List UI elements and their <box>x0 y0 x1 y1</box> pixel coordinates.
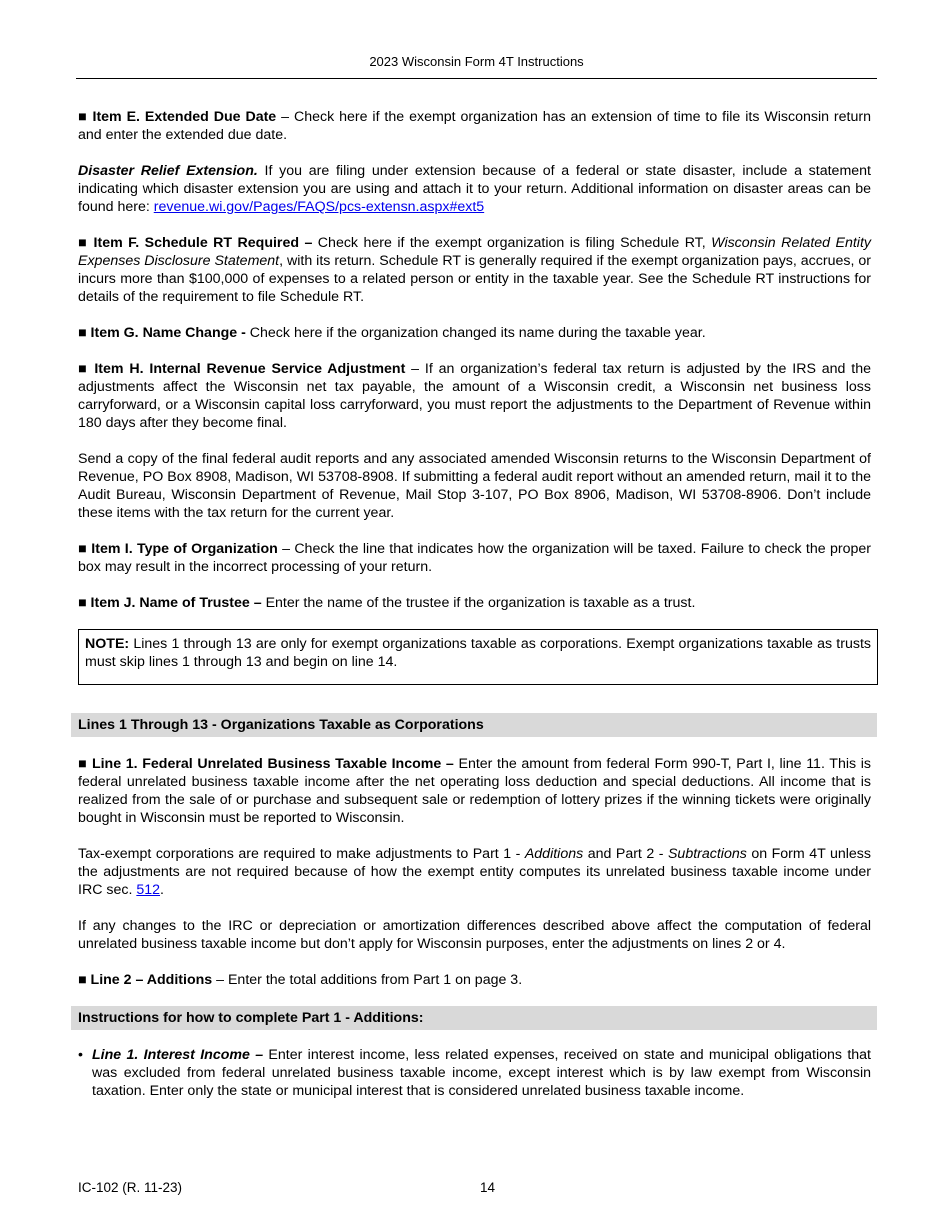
audit-paragraph: Send a copy of the final federal audit reports and any associated amended Wisconsin returns to the Wisconsin Department of Revenue, PO Box 8908, Madison, WI 53708-8908. If submitting a federal audit report without an amended return, mail it to the Audit Bureau, Wisconsin Department of Revenue, Mail Stop 3-107, PO Box 8906, Madison, WI 53708-8906. Don’t include these items with the tax return for the current year. <box>78 451 871 521</box>
list-item <box>78 1046 871 1100</box>
form-id: IC-102 (R. 11-23) <box>78 1180 183 1195</box>
note-box <box>78 629 878 685</box>
interest-income-heading: Line 1. Interest Income – <box>92 1047 264 1063</box>
item-g-text: Check here if the organization changed its name during the taxable year. <box>245 325 706 341</box>
item-f-text-a: Check here if the exempt organization is filing Schedule RT, <box>312 235 712 251</box>
bullet-icon: ■ <box>78 972 87 988</box>
disaster-heading: Disaster Relief Extension. <box>78 163 258 179</box>
item-g-heading: Item G. Name Change - <box>90 325 246 341</box>
item-h-text: – If an organization’s federal tax return is adjusted by the IRS and the adjustments affect the Wisconsin net tax payable, the amount of a Wisconsin credit, a Wisconsin net business loss carryforward, or a Wisconsin capital loss carryforward, you must report the adjustments to the Department of Revenue within 180 days after they become final. <box>78 361 871 431</box>
page-content <box>78 108 871 1100</box>
irc-512-link[interactable]: 512 <box>136 882 161 898</box>
item-e-heading: Item E. Extended Due Date <box>92 109 277 125</box>
item-e-text: – Check here if the exempt organization has an extension of time to file its Wisconsin return and enter the extended due date. <box>78 109 871 143</box>
page-header <box>76 54 877 79</box>
bullet-icon: ■ <box>78 109 88 125</box>
disaster-link[interactable]: revenue.wi.gov/Pages/FAQS/pcs-extensn.aspx#ext5 <box>153 199 485 215</box>
bullet-icon: ■ <box>78 541 87 557</box>
line-1-heading: Line 1. Federal Unrelated Business Taxable Income – <box>91 756 454 772</box>
section-heading-part-1-additions: Instructions for how to complete Part 1 - Additions: <box>71 1006 877 1030</box>
item-j-text: Enter the name of the trustee if the organization is taxable as a trust. <box>261 595 696 611</box>
line-2-paragraph <box>78 971 871 989</box>
bullet-icon: ■ <box>78 595 87 611</box>
disaster-paragraph <box>78 162 871 216</box>
item-i-text: – Check the line that indicates how the organization will be taxed. Failure to check the proper box may result in the incorrect processing of your return. <box>78 541 871 575</box>
line-1-paragraph <box>78 755 871 827</box>
item-j-paragraph <box>78 594 871 612</box>
bullet-icon: ■ <box>78 325 87 341</box>
bullet-icon: ■ <box>78 756 88 772</box>
item-h-paragraph <box>78 360 871 432</box>
item-h-heading: Item H. Internal Revenue Service Adjustment <box>94 361 406 377</box>
additions-list <box>78 1046 871 1100</box>
note-text: Lines 1 through 13 are only for exempt organizations taxable as corporations. Exempt organizations taxable as trusts must skip lines 1 through 13 and begin on line 14. <box>85 636 871 670</box>
line-2-text: – Enter the total additions from Part 1 on page 3. <box>212 972 523 988</box>
item-i-heading: Item I. Type of Organization <box>91 541 278 557</box>
header-title: 2023 Wisconsin Form 4T Instructions <box>369 54 584 69</box>
item-i-paragraph <box>78 540 871 576</box>
line-1-text: Enter the amount from federal Form 990-T, Part I, line 11. This is federal unrelated business taxable income after the net operating loss deduction and special deductions. All income that is realized from the sale of or purchase and subsequent sale or redemption of lottery prizes if the winning tickets were originally bought in Wisconsin must be reported to Wisconsin. <box>78 756 871 826</box>
irc-changes-paragraph: If any changes to the IRC or depreciation or amortization differences described above affect the computation of federal unrelated business taxable income but don’t apply for Wisconsin purposes, enter the adjustments on lines 2 or 4. <box>78 918 871 952</box>
disaster-text: If you are filing under extension because of a federal or state disaster, include a statement indicating which disaster extension you are using and attach it to your return. Additional information on disaster areas can be found here: <box>78 163 871 215</box>
line-2-heading: Line 2 – Additions <box>90 972 213 988</box>
note-label: NOTE: <box>85 636 130 652</box>
bullet-icon: ■ <box>78 361 89 377</box>
tax-exempt-paragraph: Tax-exempt corporations are required to make adjustments to Part 1 - Additions and Part 2 - Subtractions on Form 4T unless the adjustments are not required because of how the exempt entity computes its unrelated business taxable income under IRC sec. 512. <box>78 846 871 898</box>
item-f-paragraph <box>78 234 871 306</box>
item-f-text-b: , with its return. Schedule RT is generally required if the exempt organization pays, accrues, or incurs more than $100,000 of expenses to a related person or entity in the taxable year. See the Schedule RT instructions for details of the requirement to file Schedule RT. <box>78 253 871 305</box>
interest-income-text: Enter interest income, less related expenses, received on state and municipal obligations that was excluded from federal unrelated business taxable income, except interest which is by law exempt from Wisconsin taxation. Enter only the state or municipal interest that is considered unrelated business taxable income. <box>92 1047 871 1099</box>
page-number: 14 <box>480 1180 496 1195</box>
item-f-heading: Item F. Schedule RT Required – <box>93 235 313 251</box>
item-f-italic: Wisconsin Related Entity Expenses Disclosure Statement <box>78 235 871 269</box>
section-heading-lines-1-13: Lines 1 Through 13 - Organizations Taxable as Corporations <box>71 713 877 737</box>
bullet-icon: ■ <box>78 235 89 251</box>
item-e-paragraph <box>78 108 871 144</box>
item-g-paragraph <box>78 324 871 342</box>
item-j-heading: Item J. Name of Trustee – <box>90 595 262 611</box>
